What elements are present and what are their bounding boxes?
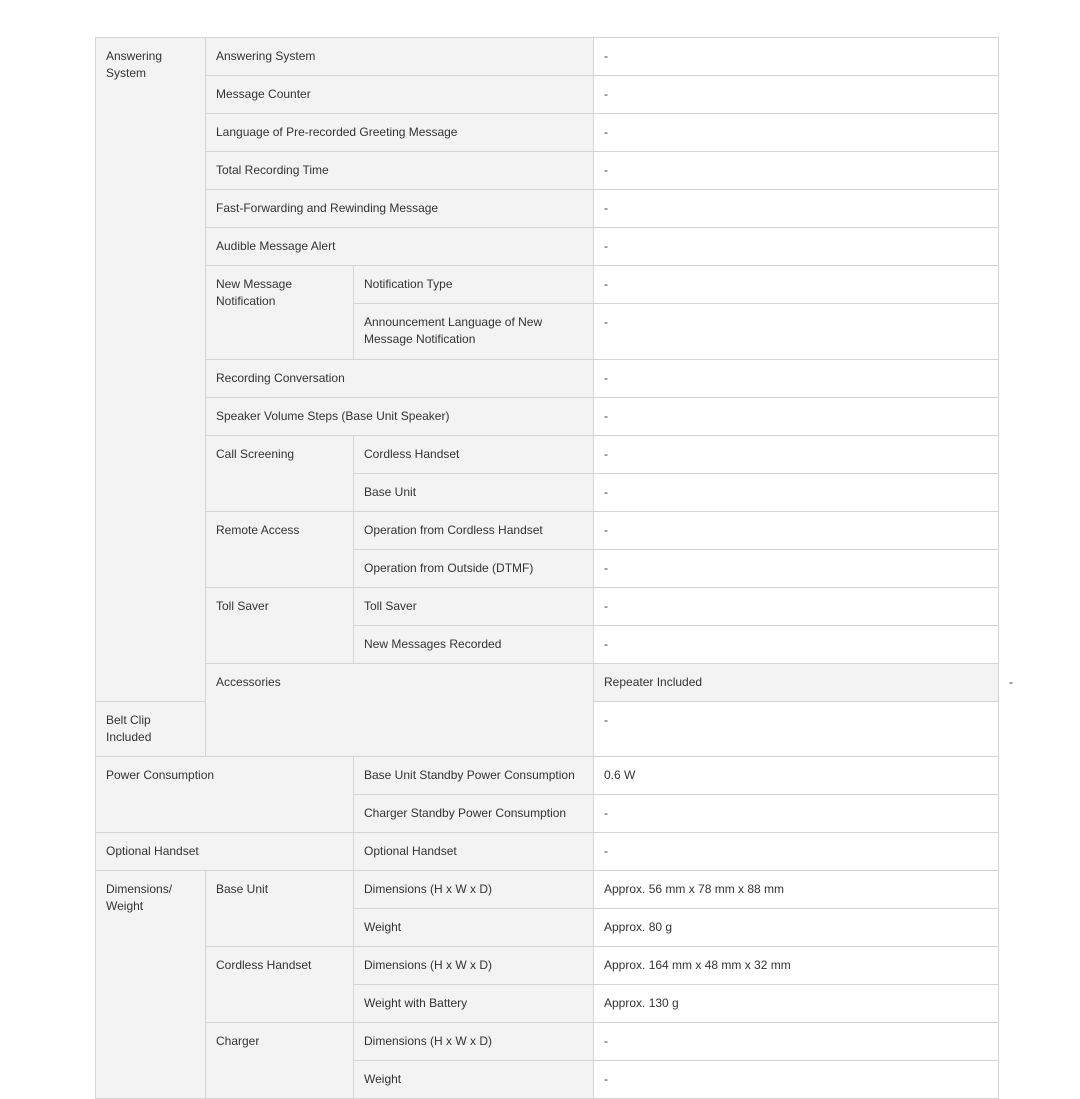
spec-label: Language of Pre-recorded Greeting Message [206,114,594,152]
subgroup-new-message-notification: New Message Notification [206,266,354,360]
spec-label: Total Recording Time [206,152,594,190]
spec-value: - [594,76,999,114]
group-accessories: Accessories [206,664,594,757]
spec-value: - [594,1061,999,1099]
spec-label: Dimensions (H x W x D) [354,871,594,909]
table-row [96,398,999,436]
table-row [96,947,999,985]
spec-label: Dimensions (H x W x D) [354,947,594,985]
subgroup-charger: Charger [206,1023,354,1099]
group-power-consumption: Power Consumption [96,757,354,833]
group-answering-system: Answering System [96,38,206,702]
spec-value: - [594,190,999,228]
table-row [96,588,999,626]
spec-label: Charger Standby Power Consumption [354,795,594,833]
table-row [96,436,999,474]
subgroup-base-unit: Base Unit [206,871,354,947]
table-row [96,833,999,871]
table-row [96,114,999,152]
spec-value: Approx. 164 mm x 48 mm x 32 mm [594,947,999,985]
spec-value: - [594,266,999,304]
table-row [96,757,999,795]
spec-value: - [594,702,999,757]
spec-label: Repeater Included [594,664,999,702]
spec-label: Fast-Forwarding and Rewinding Message [206,190,594,228]
spec-value: - [594,38,999,76]
table-row [96,38,999,76]
subgroup-toll-saver: Toll Saver [206,588,354,664]
spec-label: Optional Handset [354,833,594,871]
spec-label: Weight [354,909,594,947]
subgroup-cordless-handset: Cordless Handset [206,947,354,1023]
spec-value: - [594,360,999,398]
spec-label: Base Unit [354,474,594,512]
spec-label: Operation from Cordless Handset [354,512,594,550]
spec-value: - [594,512,999,550]
spec-label: Notification Type [354,266,594,304]
group-dimensions-weight: Dimensions/ Weight [96,871,206,1099]
spec-label: Audible Message Alert [206,228,594,266]
spec-value: - [594,228,999,266]
spec-label: Operation from Outside (DTMF) [354,550,594,588]
table-row [96,360,999,398]
table-row: Accessories Repeater Included - [96,664,999,702]
spec-value: - [594,398,999,436]
spec-value: - [594,626,999,664]
spec-label: Speaker Volume Steps (Base Unit Speaker) [206,398,594,436]
spec-value: - [594,114,999,152]
table-row [96,190,999,228]
table-row [96,152,999,190]
spec-label: Cordless Handset [354,436,594,474]
subgroup-remote-access: Remote Access [206,512,354,588]
spec-value: 0.6 W [594,757,999,795]
spec-value: Approx. 80 g [594,909,999,947]
table-row [96,228,999,266]
spec-value: - [594,436,999,474]
spec-label: Message Counter [206,76,594,114]
spec-value: - [594,550,999,588]
spec-value: - [594,304,999,360]
spec-label: Weight with Battery [354,985,594,1023]
spec-value: - [594,1023,999,1061]
spec-value: - [594,588,999,626]
spec-label: Answering System [206,38,594,76]
spec-value: Approx. 130 g [594,985,999,1023]
spec-label: Belt Clip Included [96,702,206,757]
spec-label: Dimensions (H x W x D) [354,1023,594,1061]
subgroup-call-screening: Call Screening [206,436,354,512]
spec-value: - [594,152,999,190]
table-row [96,266,999,304]
table-row [96,1023,999,1061]
spec-value: Approx. 56 mm x 78 mm x 88 mm [594,871,999,909]
spec-value: - [594,474,999,512]
spec-label: New Messages Recorded [354,626,594,664]
spec-label: Recording Conversation [206,360,594,398]
table-row [96,512,999,550]
table-row [96,871,999,909]
group-optional-handset: Optional Handset [96,833,354,871]
spec-label: Base Unit Standby Power Consumption [354,757,594,795]
spec-value: - [594,795,999,833]
spec-value: - [594,833,999,871]
spec-label: Weight [354,1061,594,1099]
table-row [96,76,999,114]
spec-label: Announcement Language of New Message Notification [354,304,594,360]
spec-label: Toll Saver [354,588,594,626]
spec-table [95,37,1013,1099]
